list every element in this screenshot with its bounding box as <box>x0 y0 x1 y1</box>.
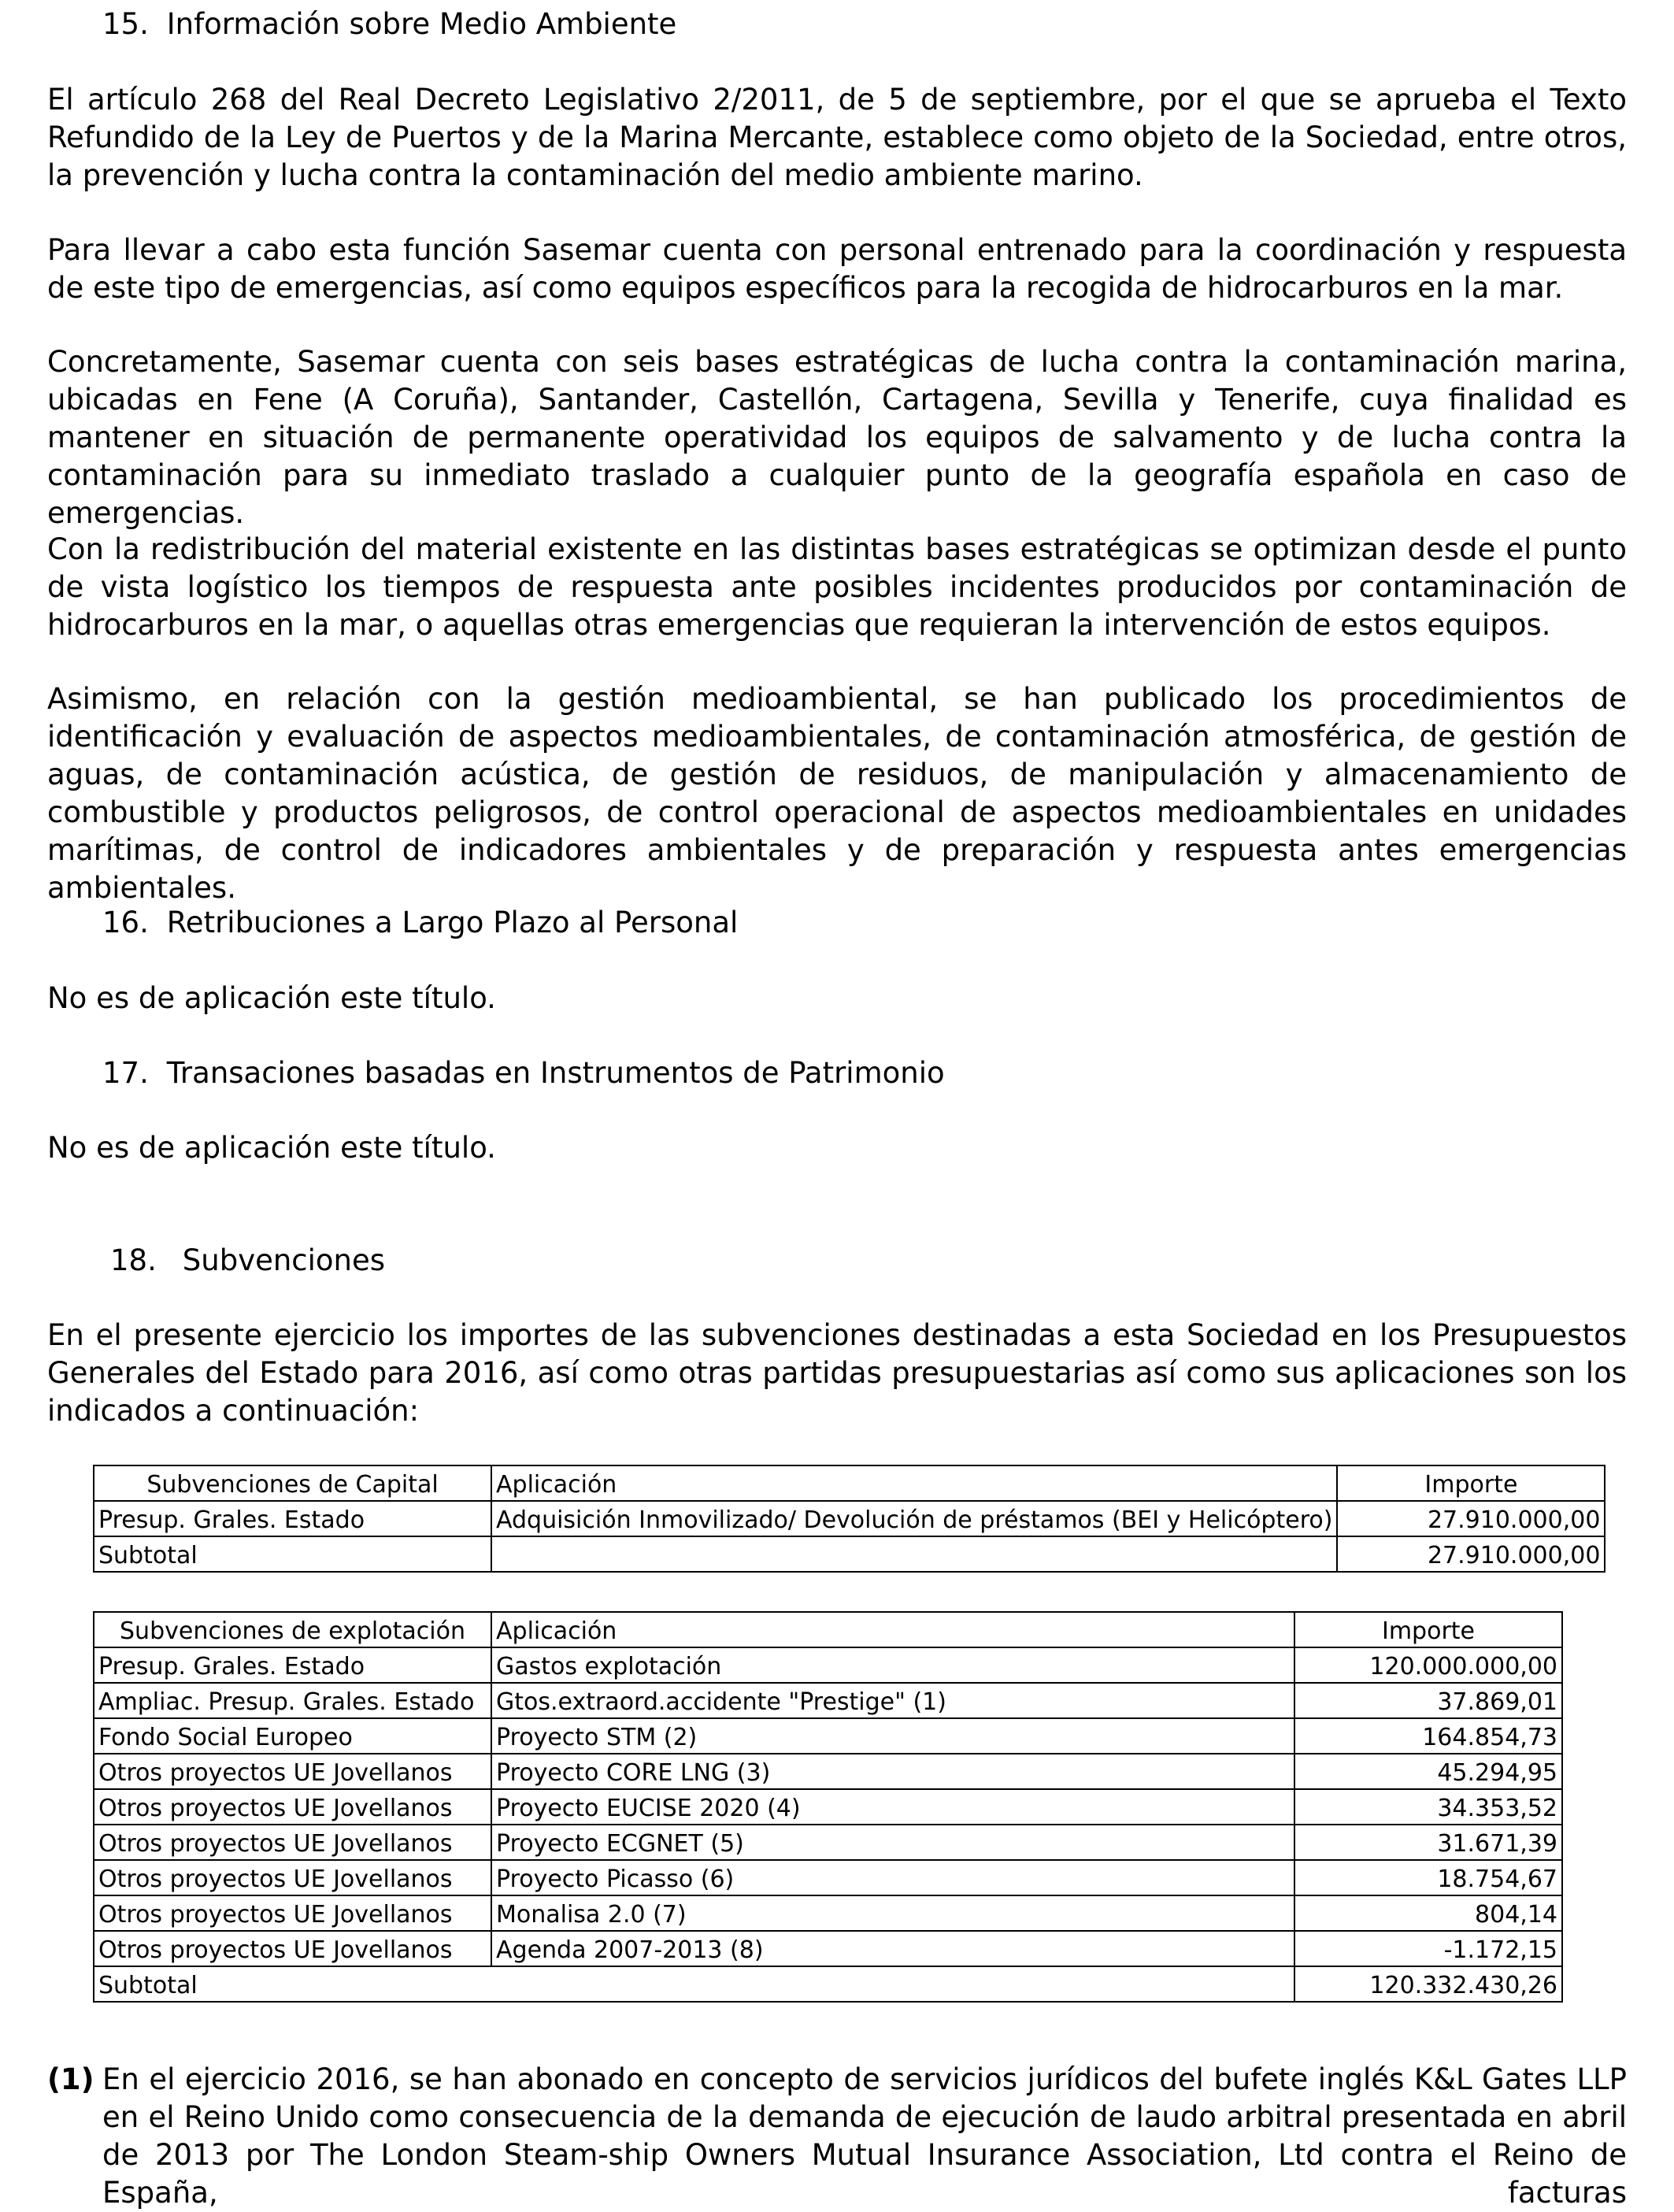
table-cell: Adquisición Inmovilizado/ Devolución de préstamos (BEI y Helicóptero) <box>491 1501 1337 1536</box>
section-number: 15. <box>102 7 149 41</box>
table-row <box>94 1683 1562 1718</box>
table-cell: Proyecto Picasso (6) <box>491 1860 1294 1895</box>
table-row <box>94 1718 1562 1754</box>
table-cell: Proyecto EUCISE 2020 (4) <box>491 1789 1294 1825</box>
subtotal-row <box>94 1966 1562 2002</box>
table-cell: Otros proyectos UE Jovellanos <box>94 1754 491 1789</box>
section-15-heading <box>102 6 676 43</box>
column-header: Importe <box>1294 1612 1562 1647</box>
capital-subsidies-table <box>93 1465 1605 1573</box>
table-row <box>94 1647 1562 1683</box>
footnote-text: En el ejercicio 2016, se han abonado en concepto de servicios jurídicos del bufete inglés K&L Gates LLP en el Reino Unido como consecuencia de la demanda de ejecución de laudo arbitral presentada en abril de 2013 por The London Steam-ship Owners Mutual Insurance Association, Ltd contra el Reino de España, facturas <box>102 2062 1627 2210</box>
table-row <box>94 1825 1562 1860</box>
table-cell-amount: 18.754,67 <box>1294 1860 1562 1895</box>
subtotal-amount: 120.332.430,26 <box>1294 1966 1562 2002</box>
section-title: Información sobre Medio Ambiente <box>166 7 677 41</box>
table-cell: Proyecto CORE LNG (3) <box>491 1754 1294 1789</box>
column-header: Aplicación <box>491 1465 1337 1501</box>
table-cell: Otros proyectos UE Jovellanos <box>94 1789 491 1825</box>
section-title: Retribuciones a Largo Plazo al Personal <box>166 906 739 939</box>
table-cell-amount: 45.294,95 <box>1294 1754 1562 1789</box>
section-title: Subvenciones <box>182 1243 386 1277</box>
table-cell: Fondo Social Europeo <box>94 1718 491 1754</box>
table-row <box>94 1754 1562 1789</box>
paragraph-not-applicable-17: No es de aplicación este título. <box>47 1131 496 1165</box>
table-cell-amount: 27.910.000,00 <box>1337 1501 1605 1536</box>
section-16-heading <box>102 904 738 942</box>
table-cell: Gtos.extraord.accidente "Prestige" (1) <box>491 1683 1294 1718</box>
section-number: 17. <box>102 1056 149 1090</box>
table-cell: Otros proyectos UE Jovellanos <box>94 1825 491 1860</box>
table-cell: Presup. Grales. Estado <box>94 1501 491 1536</box>
table-cell-amount: 34.353,52 <box>1294 1789 1562 1825</box>
paragraph-environmental-management: Asimismo, en relación con la gestión medioambiental, se han publicado los procedimientos de identificación y evaluación de aspectos medioambientales, de contaminación atmosférica, de gestión de aguas, de contaminación acústica, de gestión de residuos, de manipulación y almacenamiento de combustible y productos peligrosos, de control operacional de aspectos medioambientales en unidades marítimas, de control de indicadores ambientales y de preparación y respuesta antes emergencias ambientales. <box>47 682 1627 905</box>
column-header: Importe <box>1337 1465 1605 1501</box>
table-cell: Presup. Grales. Estado <box>94 1647 491 1683</box>
subtotal-label: Subtotal <box>94 1966 1294 2002</box>
column-header: Aplicación <box>491 1612 1294 1647</box>
table-cell: Agenda 2007-2013 (8) <box>491 1931 1294 1966</box>
column-header: Subvenciones de explotación <box>94 1612 491 1647</box>
table-cell: Otros proyectos UE Jovellanos <box>94 1895 491 1931</box>
subtotal-label: Subtotal <box>94 1536 491 1572</box>
section-number: 16. <box>102 906 149 939</box>
section-title: Transaciones basadas en Instrumentos de Patrimonio <box>166 1056 945 1090</box>
table-cell-amount: -1.172,15 <box>1294 1931 1562 1966</box>
paragraph-subsidies-intro: En el presente ejercicio los importes de las subvenciones destinadas a esta Sociedad en los Presupuestos Generales del Estado para 2016, así como otras partidas presupuestarias así como sus aplicaciones son los indicados a continuación: <box>47 1318 1627 1428</box>
table-header-row <box>94 1465 1605 1501</box>
table-cell-amount: 31.671,39 <box>1294 1825 1562 1860</box>
table-cell-amount: 37.869,01 <box>1294 1683 1562 1718</box>
column-header: Subvenciones de Capital <box>94 1465 491 1501</box>
table-cell: Gastos explotación <box>491 1647 1294 1683</box>
table-cell-amount: 164.854,73 <box>1294 1718 1562 1754</box>
table-cell-amount: 120.000.000,00 <box>1294 1647 1562 1683</box>
operating-subsidies-table <box>93 1611 1563 2003</box>
table-row <box>94 1931 1562 1966</box>
table-cell-empty <box>491 1536 1337 1572</box>
table-row <box>94 1789 1562 1825</box>
table-cell: Otros proyectos UE Jovellanos <box>94 1931 491 1966</box>
section-18-heading <box>110 1242 385 1280</box>
table-row <box>94 1895 1562 1931</box>
section-17-heading <box>102 1054 945 1092</box>
subtotal-amount: 27.910.000,00 <box>1337 1536 1605 1572</box>
table-header-row <box>94 1612 1562 1647</box>
table-cell: Otros proyectos UE Jovellanos <box>94 1860 491 1895</box>
table-cell: Ampliac. Presup. Grales. Estado <box>94 1683 491 1718</box>
table-cell: Monalisa 2.0 (7) <box>491 1895 1294 1931</box>
table-cell-amount: 804,14 <box>1294 1895 1562 1931</box>
table-row <box>94 1501 1605 1536</box>
table-cell: Proyecto STM (2) <box>491 1718 1294 1754</box>
table-cell: Proyecto ECGNET (5) <box>491 1825 1294 1860</box>
paragraph-redistribution: Con la redistribución del material existente en las distintas bases estratégicas se optimizan desde el punto de vista logístico los tiempos de respuesta ante posibles incidentes producidos por contaminación de hidrocarburos en la mar, o aquellas otras emergencias que requieran la intervención de estos equipos. <box>47 532 1627 642</box>
table-row <box>94 1860 1562 1895</box>
subtotal-row <box>94 1536 1605 1572</box>
paragraph-not-applicable-16: No es de aplicación este título. <box>47 981 496 1015</box>
section-number: 18. <box>110 1243 157 1277</box>
paragraph-legal-basis: El artículo 268 del Real Decreto Legislativo 2/2011, de 5 de septiembre, por el que se aprueba el Texto Refundido de la Ley de Puertos y de la Marina Mercante, establece como objeto de la Sociedad, entre otros, la prevención y lucha contra la contaminación del medio ambiente marino. <box>47 83 1627 192</box>
paragraph-personnel: Para llevar a cabo esta función Sasemar cuenta con personal entrenado para la coordinación y respuesta de este tipo de emergencias, así como equipos específicos para la recogida de hidrocarburos en la mar. <box>47 233 1627 305</box>
footnote-marker: (1) <box>47 2062 94 2096</box>
paragraph-strategic-bases: Concretamente, Sasemar cuenta con seis bases estratégicas de lucha contra la contaminación marina, ubicadas en Fene (A Coruña), Santander, Castellón, Cartagena, Sevilla y Tenerife, cuya finalidad es mantener en situación de permanente operatividad los equipos de salvamento y de lucha contra la contaminación para su inmediato traslado a cualquier punto de la geografía española en caso de emergencias. <box>47 345 1627 530</box>
